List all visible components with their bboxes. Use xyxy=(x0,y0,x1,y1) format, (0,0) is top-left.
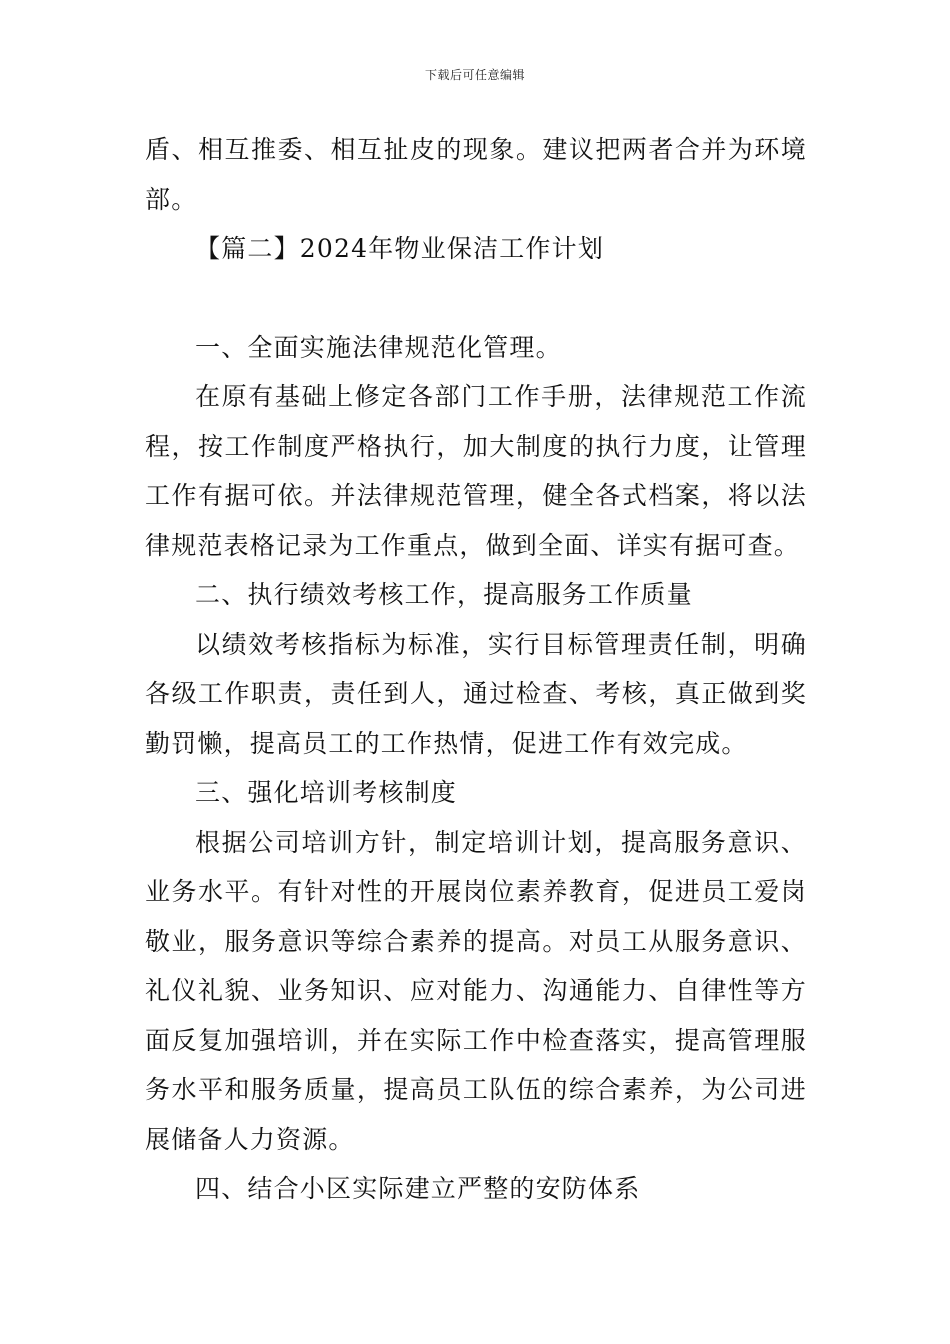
heading-4: 四、结合小区实际建立严整的安防体系 xyxy=(195,1174,641,1203)
paragraph-2: 以绩效考核指标为标准，实行目标管理责任制，明确各级工作职责，责任到人，通过检查、考核，真正做到奖勤罚懒，提高员工的工作热情，促进工作有效完成。 xyxy=(145,629,807,758)
page-header: 下载后可任意编辑 xyxy=(424,68,525,82)
paragraph-continuation: 盾、相互推委、相互扯皮的现象。建议把两者合并为环境部。 xyxy=(145,135,807,214)
heading-3: 三、强化培训考核制度 xyxy=(195,778,458,807)
heading-2: 二、执行绩效考核工作，提高服务工作质量 xyxy=(195,580,693,609)
paragraph-1: 在原有基础上修定各部门工作手册，法律规范工作流程，按工作制度严格执行，加大制度的执行力度，让管理工作有据可依。并法律规范管理，健全各式档案，将以法律规范表格记录为工作重点，做到全面、详实有据可查。 xyxy=(145,382,807,560)
heading-1: 一、全面实施法律规范化管理。 xyxy=(195,332,562,362)
document-body xyxy=(145,125,807,1214)
paragraph-3: 根据公司培训方针，制定培训计划，提高服务意识、业务水平。有针对性的开展岗位素养教育，促进员工爱岗敬业，服务意识等综合素养的提高。对员工从服务意识、礼仪礼貌、业务知识、应对能力、沟通能力、自律性等方面反复加强培训，并在实际工作中检查落实，提高管理服务水平和服务质量，提高员工队伍的综合素养，为公司进展储备人力资源。 xyxy=(145,827,807,1154)
section-title: 【篇二】2024年物业保洁工作计划 xyxy=(195,234,605,263)
